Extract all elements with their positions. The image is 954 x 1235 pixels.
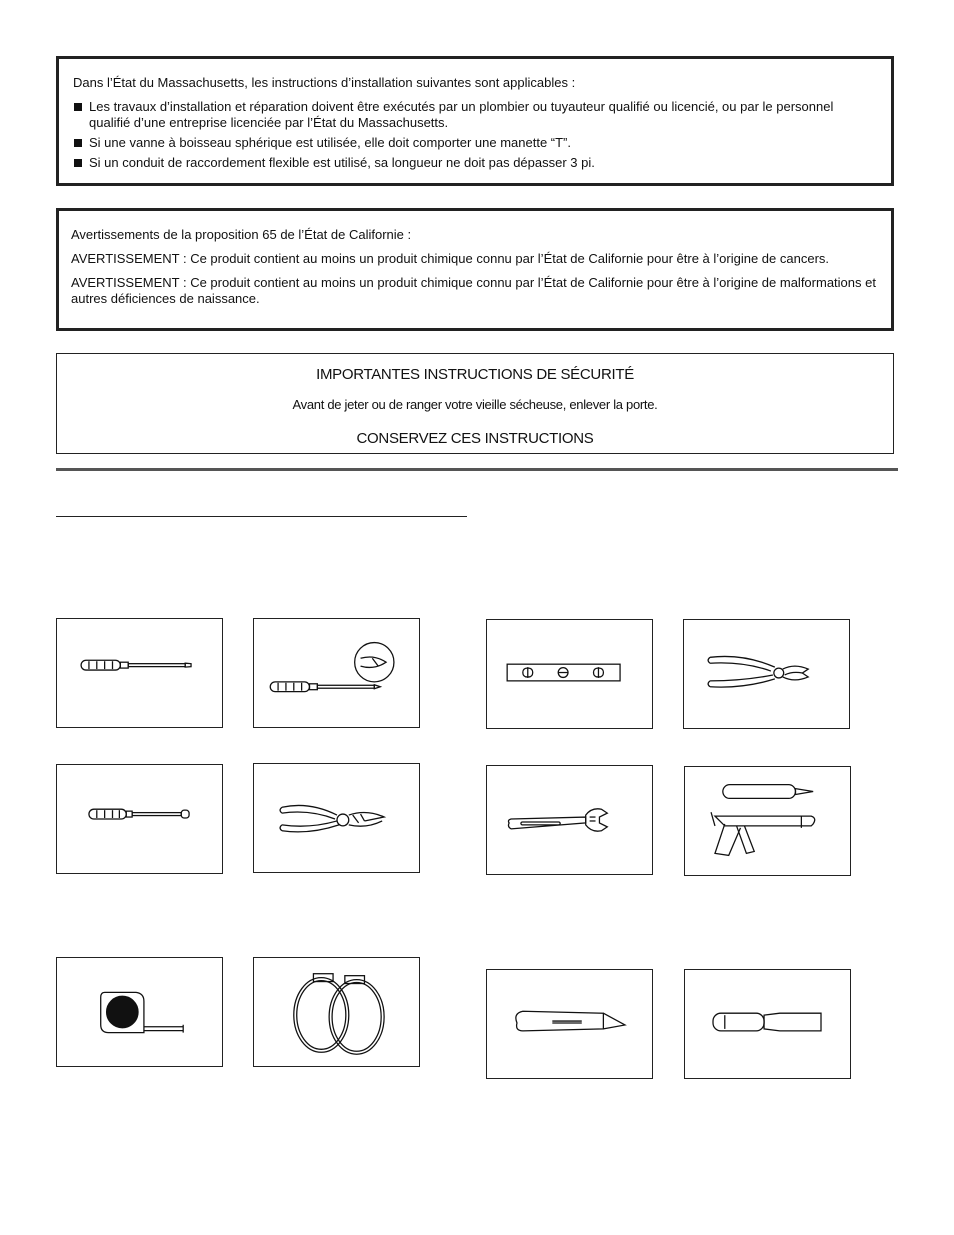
tool-box-adjustable-wrench bbox=[486, 765, 653, 875]
bullet-square-icon bbox=[74, 159, 82, 167]
tool-box-nut-driver bbox=[56, 764, 223, 874]
california-intro: Avertissements de la proposition 65 de l’État de Californie : bbox=[71, 227, 412, 242]
list-item bbox=[73, 99, 877, 131]
phillips-screwdriver-icon bbox=[254, 619, 419, 727]
bullet-square-icon bbox=[74, 103, 82, 111]
tape-measure-icon bbox=[57, 958, 222, 1066]
hose-clamps-icon bbox=[254, 958, 419, 1066]
pliers-icon bbox=[684, 620, 849, 728]
caulking-gun-icon bbox=[685, 767, 850, 875]
level-icon bbox=[487, 620, 652, 728]
putty-knife-icon bbox=[685, 970, 850, 1078]
tool-box-tin-snips bbox=[253, 763, 420, 873]
safety-footer: CONSERVEZ CES INSTRUCTIONS bbox=[356, 430, 594, 447]
list-item-text: Si un conduit de raccordement flexible est utilisé, sa longueur ne doit pas dépasser 3 pi. bbox=[89, 155, 595, 170]
tool-box-pliers bbox=[683, 619, 850, 729]
tool-box-utility-knife bbox=[486, 969, 653, 1079]
tool-box-caulking-gun bbox=[684, 766, 851, 876]
utility-knife-icon bbox=[487, 970, 652, 1078]
tool-box-phillips-screwdriver bbox=[253, 618, 420, 728]
section-divider bbox=[56, 468, 898, 471]
adjustable-wrench-icon bbox=[487, 766, 652, 874]
tool-box-flat-screwdriver bbox=[56, 618, 223, 728]
list-item bbox=[73, 155, 877, 171]
california-warning-cancer: AVERTISSEMENT : Ce produit contient au moins un produit chimique connu par l’État de Californie pour être à l’origine de cancers. bbox=[71, 251, 830, 266]
safety-title: IMPORTANTES INSTRUCTIONS DE SÉCURITÉ bbox=[316, 366, 634, 383]
flat-screwdriver-icon bbox=[57, 619, 222, 727]
list-item-text: Si une vanne à boisseau sphérique est utilisée, elle doit comporter une manette “T”. bbox=[89, 135, 571, 150]
list-item bbox=[73, 135, 877, 151]
massachusetts-intro: Dans l’État du Massachusetts, les instructions d’installation suivantes sont applicables : bbox=[73, 75, 576, 90]
tool-box-hose-clamps bbox=[253, 957, 420, 1067]
list-item-text: Les travaux d’installation et réparation doivent être exécutés par un plombier ou tuyauteur qualifié ou licencié, ou par le personnel qualifié d’une entreprise licenciée par l’État du Massachusetts. bbox=[89, 99, 834, 130]
tool-box-tape-measure bbox=[56, 957, 223, 1067]
tool-box-level bbox=[486, 619, 653, 729]
nut-driver-icon bbox=[57, 765, 222, 873]
safety-text: Avant de jeter ou de ranger votre vieille sécheuse, enlever la porte. bbox=[292, 397, 658, 412]
tool-box-putty-knife bbox=[684, 969, 851, 1079]
massachusetts-notice bbox=[56, 56, 894, 186]
massachusetts-list bbox=[73, 99, 877, 171]
california-warning-birth: AVERTISSEMENT : Ce produit contient au moins un produit chimique connu par l’État de Californie pour être à l’origine de malformations et autres déficiences de naissance. bbox=[71, 275, 876, 306]
california-notice bbox=[56, 208, 894, 331]
tin-snips-icon bbox=[254, 764, 419, 872]
safety-instructions bbox=[56, 353, 894, 454]
heading-underline bbox=[56, 516, 467, 517]
bullet-square-icon bbox=[74, 139, 82, 147]
